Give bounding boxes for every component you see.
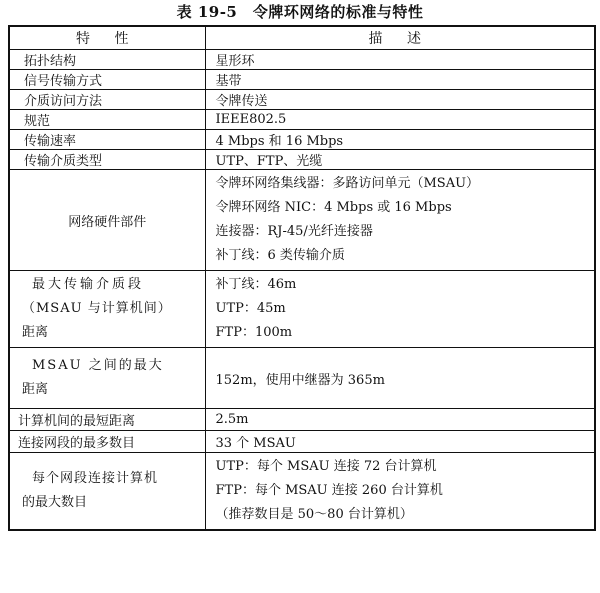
feature-line: MSAU 之间的最大 <box>32 358 164 373</box>
description-line: 令牌环网络 NIC：4 Mbps 或 16 Mbps <box>215 200 452 215</box>
feature-cell: 传输介质类型 <box>9 150 205 170</box>
table-row <box>9 150 595 170</box>
feature-cell <box>9 348 205 409</box>
description-cell: 33 个 MSAU <box>205 431 595 453</box>
feature-cell <box>9 453 205 531</box>
description-cell <box>205 271 595 348</box>
header-row <box>9 26 595 50</box>
description-line: FTP：100m <box>215 325 293 340</box>
feature-line: 距离 <box>22 382 49 397</box>
description-line: 令牌环网络集线器：多路访问单元（MSAU） <box>215 176 480 191</box>
description-cell: UTP、FTP、光缆 <box>205 150 595 170</box>
description-line: UTP：45m <box>215 301 286 316</box>
feature-cell: 拓扑结构 <box>9 50 205 70</box>
description-cell: 4 Mbps 和 16 Mbps <box>205 130 595 150</box>
header-feature: 特 性 <box>9 26 205 50</box>
feature-cell: 传输速率 <box>9 130 205 150</box>
standards-table <box>8 25 596 531</box>
feature-cell: 连接网段的最多数目 <box>9 431 205 453</box>
table-row-max-segment <box>9 271 595 348</box>
feature-cell: 介质访问方法 <box>9 90 205 110</box>
feature-cell: 规范 <box>9 110 205 130</box>
feature-line: 距离 <box>22 325 49 340</box>
feature-cell: 网络硬件部件 <box>9 170 205 271</box>
description-line: 补丁线：6 类传输介质 <box>215 248 345 263</box>
feature-line: （MSAU 与计算机间） <box>22 301 172 316</box>
table-row <box>9 90 595 110</box>
header-description: 描 述 <box>205 26 595 50</box>
description-cell: 令牌传送 <box>205 90 595 110</box>
description-cell <box>205 453 595 531</box>
table-row <box>9 130 595 150</box>
description-cell: 星形环 <box>205 50 595 70</box>
description-cell: 2.5m <box>205 409 595 431</box>
feature-cell <box>9 271 205 348</box>
description-cell: 152m，使用中继器为 365m <box>205 348 595 409</box>
table-row <box>9 431 595 453</box>
feature-line: 最大传输介质段 <box>32 277 145 292</box>
description-cell <box>205 170 595 271</box>
table-row <box>9 409 595 431</box>
feature-cell: 信号传输方式 <box>9 70 205 90</box>
table-row <box>9 110 595 130</box>
table-title: 表 19-5 令牌环网络的标准与特性 <box>176 3 424 21</box>
description-cell: IEEE802.5 <box>205 110 595 130</box>
description-line: （推荐数目是 50～80 台计算机） <box>215 507 413 522</box>
table-row-hardware <box>9 170 595 271</box>
description-line: FTP：每个 MSAU 连接 260 台计算机 <box>215 483 443 498</box>
feature-cell: 计算机间的最短距离 <box>9 409 205 431</box>
table-row-max-computers <box>9 453 595 531</box>
description-line: 补丁线：46m <box>215 277 297 292</box>
description-line: UTP：每个 MSAU 连接 72 台计算机 <box>215 459 437 474</box>
table-row <box>9 50 595 70</box>
table-row <box>9 70 595 90</box>
feature-line: 每个网段连接计算机 <box>32 471 159 486</box>
description-line: 连接器：RJ-45/光纤连接器 <box>215 224 373 239</box>
feature-line: 的最大数目 <box>22 495 88 510</box>
description-cell: 基带 <box>205 70 595 90</box>
table-row-msau-distance <box>9 348 595 409</box>
